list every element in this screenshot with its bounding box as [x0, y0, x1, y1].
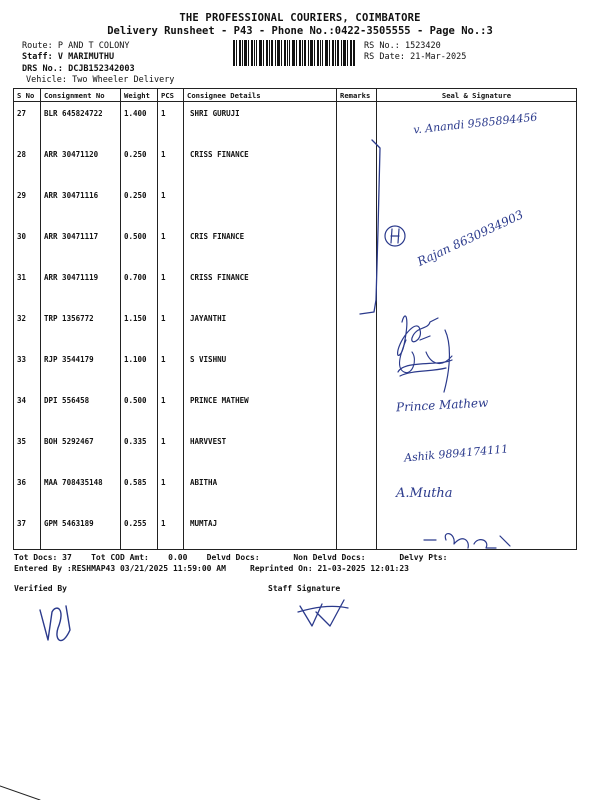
cell-consignee: CRISS FINANCE — [184, 266, 337, 307]
cell-pcs: 1 — [158, 471, 184, 512]
cell-weight: 0.500 — [121, 225, 158, 266]
cell-weight: 0.255 — [121, 512, 158, 550]
signature-row36: A.Mutha — [396, 486, 453, 501]
rs-no-value: 1523420 — [404, 41, 441, 51]
signature-row27: v. Anandi 9585894456 — [412, 110, 538, 137]
cell-weight: 1.150 — [121, 307, 158, 348]
cell-weight: 0.250 — [121, 143, 158, 184]
col-remarks: Remarks — [337, 89, 377, 102]
cell-sno: 33 — [14, 348, 41, 389]
col-consignment-no: Consignment No — [41, 89, 121, 102]
route-label: Route: — [22, 41, 53, 51]
col-seal-signature: Seal & Signature — [377, 89, 577, 102]
cell-consignment-no: ARR 30471117 — [41, 225, 121, 266]
staff-signature-label: Staff Signature — [268, 584, 341, 593]
staff-value: V MARIMUTHU — [57, 52, 115, 62]
delvd-docs: Delvd Docs: — [206, 553, 260, 562]
cell-consignee: SHRI GURUJI — [184, 102, 337, 144]
drs-value: DCJB152342003 — [68, 64, 135, 74]
cell-weight: 0.700 — [121, 266, 158, 307]
rs-no-label: RS No.: — [364, 41, 400, 51]
cell-pcs: 1 — [158, 102, 184, 144]
cell-consignee: CRISS FINANCE — [184, 143, 337, 184]
stray-line — [0, 786, 40, 800]
cell-consignment-no: BOH 5292467 — [41, 430, 121, 471]
vehicle-label: Vehicle: — [26, 75, 67, 85]
cell-weight: 0.335 — [121, 430, 158, 471]
circle-mark — [385, 226, 405, 246]
tot-docs: Tot Docs: 37 — [14, 553, 72, 562]
signature-row34: Prince Mathew — [395, 395, 489, 415]
cell-sno: 28 — [14, 143, 41, 184]
cell-pcs: 1 — [158, 225, 184, 266]
col-consignee-details: Consignee Details — [184, 89, 337, 102]
cell-pcs: 1 — [158, 143, 184, 184]
staff-signature-mark — [298, 600, 348, 626]
col-pcs: PCS — [158, 89, 184, 102]
mumtaj-signature — [424, 534, 510, 548]
cell-weight: 1.100 — [121, 348, 158, 389]
cell-consignee: ABITHA — [184, 471, 337, 512]
cell-pcs: 1 — [158, 266, 184, 307]
cell-sno: 27 — [14, 102, 41, 144]
cell-consignee: JAYANTHI — [184, 307, 337, 348]
cell-consignee: MUMTAJ — [184, 512, 337, 550]
cell-pcs: 1 — [158, 389, 184, 430]
reprinted-on: Reprinted On: 21-03-2025 12:01:23 — [250, 564, 409, 573]
tot-cod-label: Tot COD Amt: — [91, 553, 149, 562]
cell-consignee: S VISHNU — [184, 348, 337, 389]
cell-consignment-no: GPM 5463189 — [41, 512, 121, 550]
cell-pcs: 1 — [158, 184, 184, 225]
cell-consignee: HARVVEST — [184, 430, 337, 471]
cell-sno: 35 — [14, 430, 41, 471]
company-title: THE PROFESSIONAL COURIERS, COIMBATORE — [179, 12, 421, 24]
totals-line — [14, 553, 448, 562]
cell-weight: 0.250 — [121, 184, 158, 225]
cell-sno: 29 — [14, 184, 41, 225]
cell-weight: 1.400 — [121, 102, 158, 144]
cell-consignment-no: TRP 1356772 — [41, 307, 121, 348]
cell-weight: 0.585 — [121, 471, 158, 512]
signature-row30: Rajan 8630934903 — [415, 207, 526, 269]
cell-sno: 30 — [14, 225, 41, 266]
tot-cod-value: 0.00 — [168, 553, 188, 562]
entered-by: Entered By :RESHMAP43 03/21/2025 11:59:00 AM — [14, 564, 226, 573]
cell-pcs: 1 — [158, 430, 184, 471]
cell-sno: 32 — [14, 307, 41, 348]
rs-date-value: 21-Mar-2025 — [410, 52, 467, 62]
cell-pcs: 1 — [158, 512, 184, 550]
cell-consignee: CRIS FINANCE — [184, 225, 337, 266]
verified-signature-mark — [40, 606, 70, 641]
cell-consignee: PRINCE MATHEW — [184, 389, 337, 430]
cell-weight: 0.500 — [121, 389, 158, 430]
vishnu-signature — [400, 340, 452, 373]
col-weight: Weight — [121, 89, 158, 102]
cell-consignment-no: MAA 708435148 — [41, 471, 121, 512]
bracket-line — [360, 140, 380, 314]
delvy-pts: Delvy Pts: — [399, 553, 448, 562]
entered-line — [14, 564, 409, 573]
staff-label: Staff: — [22, 52, 53, 62]
col-sno: S No — [14, 89, 41, 102]
signature-row35: Ashik 9894174111 — [403, 442, 509, 465]
cell-consignment-no: BLR 645824722 — [41, 102, 121, 144]
cell-consignment-no: ARR 30471116 — [41, 184, 121, 225]
rs-date-label: RS Date: — [364, 52, 405, 62]
cell-pcs: 1 — [158, 348, 184, 389]
cell-consignment-no: ARR 30471120 — [41, 143, 121, 184]
vehicle-value: Two Wheeler Delivery — [72, 75, 175, 85]
cell-consignment-no: RJP 3544179 — [41, 348, 121, 389]
runsheet-title: Delivery Runsheet - P43 - Phone No.:0422-3505555 - Page No.:3 — [107, 25, 493, 37]
drs-label: DRS No.: — [22, 64, 63, 74]
cell-sno: 34 — [14, 389, 41, 430]
verified-by-label: Verified By — [14, 584, 67, 593]
jayanthi-signature — [398, 316, 452, 392]
cell-pcs: 1 — [158, 307, 184, 348]
cell-sno: 37 — [14, 512, 41, 550]
cell-sno: 31 — [14, 266, 41, 307]
cell-consignment-no: ARR 30471119 — [41, 266, 121, 307]
cell-consignment-no: DPI 556458 — [41, 389, 121, 430]
route-value: P AND T COLONY — [57, 41, 130, 51]
non-delvd-docs: Non Delvd Docs: — [293, 553, 366, 562]
cell-sno: 36 — [14, 471, 41, 512]
